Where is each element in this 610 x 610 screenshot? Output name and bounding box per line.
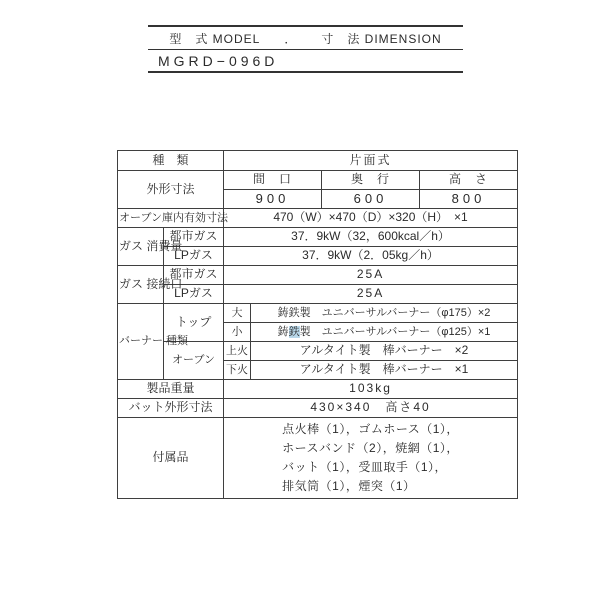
oven-inner-label: オーブン庫内有効寸法 bbox=[118, 209, 224, 228]
spec-table bbox=[117, 150, 518, 499]
row-accessories bbox=[118, 418, 518, 499]
accessories-line: ホースバンド（2），焼網（1）， bbox=[282, 441, 459, 455]
burner-value-highlight: 鉄 bbox=[288, 325, 300, 338]
weight-label: 製品重量 bbox=[118, 380, 224, 399]
oven-inner-value: 470（W）×470（D）×320（H） ×1 bbox=[224, 209, 518, 228]
outer-dims-label: 外形寸法 bbox=[118, 171, 224, 209]
gas-connection-lp-value: 25A bbox=[224, 285, 518, 304]
burner-value-pre: 鋳 bbox=[277, 325, 289, 338]
row-gas-connection-city bbox=[118, 266, 518, 285]
outer-dims-width-label: 間 口 bbox=[224, 171, 322, 190]
burner-top-small-pos: 小 bbox=[224, 323, 251, 342]
burner-value-pre: 鋳鉄 bbox=[277, 306, 300, 319]
row-burner-top-large bbox=[118, 304, 518, 323]
pan-dims-label: バット外形寸法 bbox=[118, 399, 224, 418]
kind-value: 片面式 bbox=[224, 151, 518, 171]
outer-dims-depth-label: 奥 行 bbox=[322, 171, 420, 190]
row-oven-inner bbox=[118, 209, 518, 228]
accessories-line: バット（1），受皿取手（1）， bbox=[282, 460, 447, 474]
accessories-line: 点火棒（1），ゴムホース（1）， bbox=[282, 422, 459, 436]
gas-consumption-city-type: 都市ガス bbox=[164, 228, 224, 247]
weight-value: 103kg bbox=[224, 380, 518, 399]
outer-dims-depth-value: 600 bbox=[322, 190, 420, 209]
header-model-row bbox=[148, 50, 463, 71]
accessories-lines bbox=[282, 420, 459, 496]
burner-oven-lower-pos: 下火 bbox=[224, 361, 251, 380]
pan-dims-value: 430×340 高さ40 bbox=[224, 399, 518, 418]
accessories-line: 排気筒（1），煙突（1） bbox=[282, 479, 416, 493]
dimension-label: 寸 法 DIMENSION bbox=[321, 31, 442, 46]
row-weight bbox=[118, 380, 518, 399]
outer-dims-height-value: 800 bbox=[420, 190, 518, 209]
gas-connection-label: ガス 接続口 bbox=[118, 266, 164, 304]
model-value: MGRD−096D bbox=[158, 52, 279, 69]
accessories-label: 付属品 bbox=[118, 418, 224, 499]
burner-top-small-value bbox=[251, 323, 518, 342]
burner-oven-label: オーブン bbox=[164, 342, 224, 380]
outer-dims-width-value: 900 bbox=[224, 190, 322, 209]
gas-consumption-lp-type: LPガス bbox=[164, 247, 224, 266]
gas-consumption-city-value: 37．9kW（32，600kcal／h） bbox=[224, 228, 518, 247]
burner-top-large-pos: 大 bbox=[224, 304, 251, 323]
separator-dot: ． bbox=[284, 31, 298, 46]
burner-value-post: 製 ユニバーサルバーナー（φ125）×1 bbox=[299, 325, 491, 338]
burner-oven-upper-value: アルタイト製 棒バーナー ×2 bbox=[251, 342, 518, 361]
burner-oven-lower-value: アルタイト製 棒バーナー ×1 bbox=[251, 361, 518, 380]
burner-oven-upper-pos: 上火 bbox=[224, 342, 251, 361]
model-dimension-header bbox=[148, 25, 463, 73]
burner-value-post: 製 ユニバーサルバーナー（φ175）×2 bbox=[299, 306, 491, 319]
outer-dims-height-label: 高 さ bbox=[420, 171, 518, 190]
burner-top-large-value bbox=[251, 304, 518, 323]
gas-connection-lp-type: LPガス bbox=[164, 285, 224, 304]
row-gas-connection-lp bbox=[118, 285, 518, 304]
gas-connection-city-value: 25A bbox=[224, 266, 518, 285]
row-outer-dims-header bbox=[118, 171, 518, 190]
accessories-value bbox=[224, 418, 518, 499]
row-gas-consumption-city bbox=[118, 228, 518, 247]
row-kind bbox=[118, 151, 518, 171]
row-gas-consumption-lp bbox=[118, 247, 518, 266]
gas-consumption-lp-value: 37．9kW（2．05kg／h） bbox=[224, 247, 518, 266]
gas-consumption-label: ガス 消費量 bbox=[118, 228, 164, 266]
model-label: 型 式 MODEL bbox=[169, 31, 261, 46]
header-label-row bbox=[148, 27, 463, 50]
gas-connection-city-type: 都市ガス bbox=[164, 266, 224, 285]
burner-top-label: トップ bbox=[164, 304, 224, 342]
kind-label: 種 類 bbox=[118, 151, 224, 171]
burner-label: バーナー 種類 bbox=[118, 304, 164, 380]
row-pan-dims bbox=[118, 399, 518, 418]
